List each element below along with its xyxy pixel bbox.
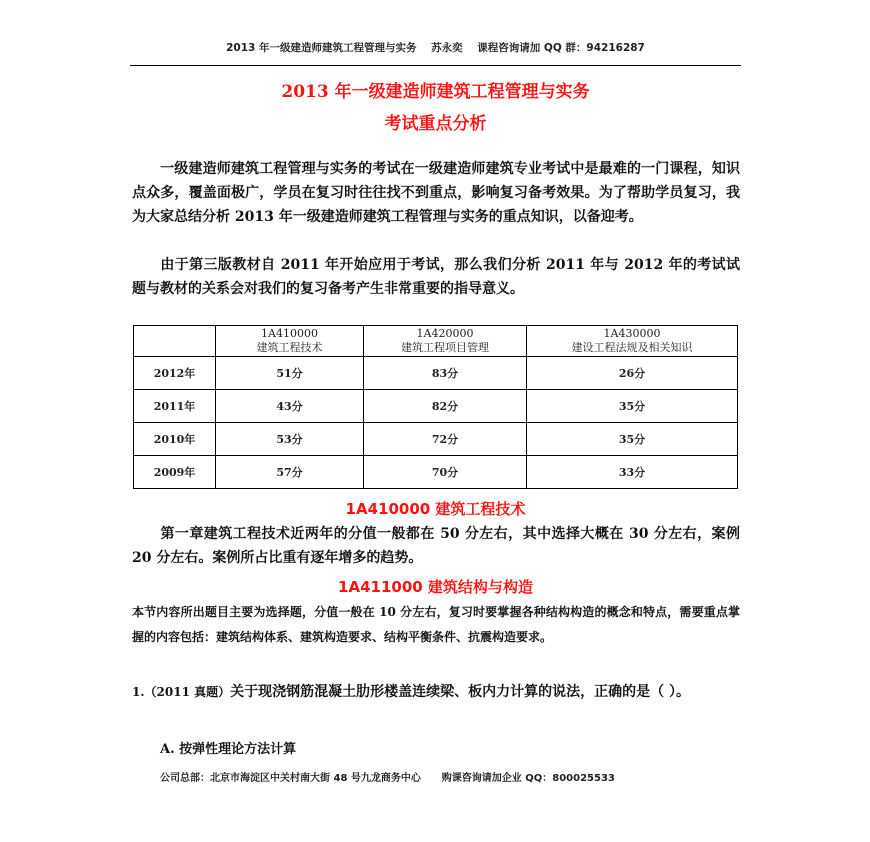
table-header-row [134, 326, 738, 357]
row-year: 2011年 [134, 390, 216, 423]
score-cell: 53分 [216, 423, 364, 456]
table-row [134, 423, 738, 456]
score-cell: 72分 [364, 423, 527, 456]
table-header-corner [134, 326, 216, 357]
column-code: 1A410000 [261, 327, 318, 340]
score-table [133, 325, 738, 489]
table-header-cell [527, 326, 738, 357]
question-number: 1.（2011 真题） [132, 685, 231, 699]
intro-paragraph-2-text: 由于第三版教材自 2011 年开始应用于考试，那么我们分析 2011 年与 2012 年的考试试题与教材的关系会对我们的复习备考产生非常重要的指导意义。 [132, 257, 740, 297]
table-row [134, 390, 738, 423]
table-header-cell [216, 326, 364, 357]
column-code: 1A430000 [603, 327, 661, 340]
score-cell: 51分 [216, 357, 364, 390]
score-cell: 82分 [364, 390, 527, 423]
page-footer: 公司总部：北京市海淀区中关村南大街 48 号九龙商务中心 购课咨询请加企业 QQ：800025533 [160, 773, 615, 784]
row-year: 2012年 [134, 357, 216, 390]
score-cell: 57分 [216, 456, 364, 489]
table-row [134, 456, 738, 489]
header-divider [130, 65, 741, 66]
row-year: 2009年 [134, 456, 216, 489]
section1-paragraph [132, 522, 740, 570]
intro-paragraph-1 [132, 157, 740, 229]
section-heading-1a410000: 1A410000 建筑工程技术 [345, 500, 526, 518]
question-option-a: A. 按弹性理论方法计算 [160, 742, 297, 757]
table-row [134, 357, 738, 390]
question-text: 关于现浇钢筋混凝土肋形楼盖连续梁、板内力计算的说法，正确的是（ ）。 [230, 684, 690, 700]
score-cell: 35分 [527, 390, 738, 423]
row-year: 2010年 [134, 423, 216, 456]
document-title: 2013 年一级建造师建筑工程管理与实务 [281, 82, 590, 102]
document-subtitle: 考试重点分析 [384, 114, 487, 134]
column-name: 建筑工程项目管理 [401, 341, 489, 354]
question-1 [132, 680, 740, 704]
score-cell: 26分 [527, 357, 738, 390]
intro-paragraph-1-text: 一级建造师建筑工程管理与实务的考试在一级建造师建筑专业考试中是最难的一门课程，知识点众多，覆盖面极广，学员在复习时往往找不到重点，影响复习备考效果。为了帮助学员复习，我为大家总结分析 2013 年一级建造师建筑工程管理与实务的重点知识，以备迎考。 [132, 161, 740, 225]
score-cell: 33分 [527, 456, 738, 489]
score-cell: 83分 [364, 357, 527, 390]
column-code: 1A420000 [416, 327, 474, 340]
section1-paragraph-text: 第一章建筑工程技术近两年的分值一般都在 50 分左右，其中选择大概在 30 分左右，案例 20 分左右。案例所占比重有逐年增多的趋势。 [132, 526, 740, 566]
column-name: 建设工程法规及相关知识 [571, 341, 693, 354]
intro-paragraph-2 [132, 253, 740, 301]
table-header-cell [364, 326, 527, 357]
score-cell: 35分 [527, 423, 738, 456]
page-header: 2013 年一级建造师建筑工程管理与实务 苏永奕 课程咨询请加 QQ 群：94216287 [226, 42, 645, 54]
section-heading-1a411000: 1A411000 建筑结构与构造 [338, 578, 533, 596]
column-name: 建筑工程技术 [256, 341, 323, 354]
score-cell: 43分 [216, 390, 364, 423]
section2-paragraph: 本节内容所出题目主要为选择题，分值一般在 10 分左右，复习时要掌握各种结构构造的概念和特点，需要重点掌握的内容包括：建筑结构体系、建筑构造要求、结构平衡条件、抗震构造要求。 [132, 605, 740, 644]
score-cell: 70分 [364, 456, 527, 489]
